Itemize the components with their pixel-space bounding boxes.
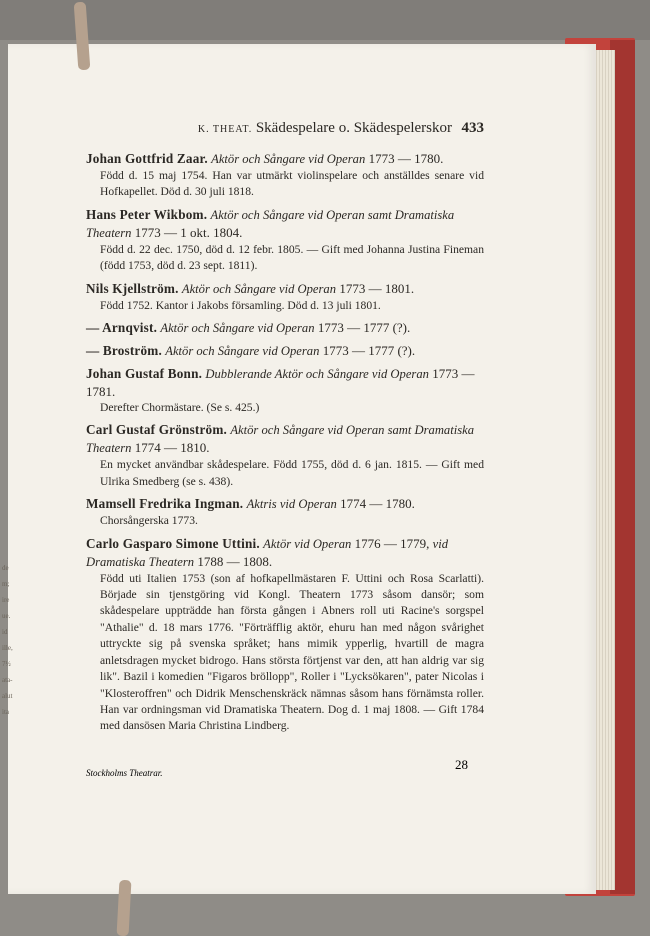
entry-heading [86,206,484,242]
entry-heading [86,421,484,457]
entry-years: 1776 — 1779, [354,535,430,551]
entry-name: — Broström. [86,343,162,359]
entry-role: Dubblerande Aktör och Sångare vid Operan [205,367,429,382]
entry-years: 1773 — 1781. [86,366,475,400]
entry-heading [86,365,484,400]
entry-years: 1773 — 1777 (?). [322,343,416,359]
margin-fragment: id [2,628,8,636]
entry-heading [86,150,484,168]
entry-name: Johan Gustaf Bonn. [86,366,203,382]
entry-body: Född uti Italien 1753 (son af hofkapellmästaren F. Uttini och Rosa Scarlatti). Började sin tjenstgöring vid Kongl. Theatern 1773 såsom dansör; som skådespelare uppträdde han första gången i Abners roll uti Racine's sorgspel "Athalie" d. 18 mars 1776. "Förträfflig aktör, ehuru han med någon svårighet uttryckte sig på svenska språket; hans mimik ypperlig, hvartill de magra anletsdragen mycket bidrogo. Hans största förtjenst var den, att han aldrig var sig lik". Bazil i komedien "Figaros bröllopp", Roller i "Lycksökaren", pater Nicolas i "Klosteroffren" och Didrik Menschenskräck nämnas såsom hans förnämsta roller. Han var ordningsman vid Dramatiska Theatern. Dog d. 1 maj 1808. — Gift 1784 med dansösen Maria Christina Lindberg. [100,571,484,733]
margin-fragment: m; [2,580,10,588]
running-head [86,120,484,137]
entry-role: Aktör och Sångare vid Operan [160,321,315,336]
entry-heading [86,342,484,360]
entry-body: Derefter Chormästare. (Se s. 425.) [100,401,260,415]
scan-background [0,0,650,40]
entry [86,150,484,201]
margin-fragment: ire [2,596,10,604]
entry-body: Född 1752. Kantor i Jakobs församling. Död d. 13 juli 1801. [100,298,381,312]
entry-heading [86,495,484,513]
running-head-title: Skädespelare o. Skädespelerskor [255,120,452,136]
entry-name: Carlo Gasparo Simone Uttini. [86,535,260,551]
entry-role-secondary: vid Dramatiska Theatern [86,536,449,569]
margin-fragment: ita [2,708,9,716]
entry-name: Carl Gustaf Grönström. [86,422,228,438]
entry-heading [86,280,484,298]
entry-years: 1773 — 1801. [339,280,415,296]
entry-name: Hans Peter Wikbom. [86,206,208,222]
entry-name: Mamsell Fredrika Ingman. [86,496,244,512]
margin-fragment: ille, [2,644,13,652]
entry-body: Född d. 22 dec. 1750, död d. 12 febr. 1805. — Gift med Johanna Justina Fineman (född 1753, död d. 23 sept. 1811). [100,242,484,273]
page-number: 433 [461,120,484,136]
entry-years: 1774 — 1780. [340,496,415,512]
page-content [86,120,484,740]
entry-name: Nils Kjellström. [86,280,179,296]
sheet-number: 28 [455,757,468,772]
entry-name: Johan Gottfrid Zaar. [86,151,208,166]
entry-years: 1774 — 1810. [134,440,210,456]
entry [86,421,484,490]
entry-role: Aktör vid Operan [263,536,352,551]
margin-fragment: 7½ [2,660,11,668]
margin-fragment: de [2,564,9,572]
margin-fragment: alut [2,692,13,700]
entry-heading [86,535,484,571]
entry [86,535,484,735]
page-footer [86,757,478,781]
entry-body: Chorsångerska 1773. [100,514,198,528]
entry-role: Aktör och Sångare vid Operan [211,152,366,166]
entry-years: 1773 — 1780. [368,151,444,166]
entry-role: Aktör och Sångare vid Operan samt Dramatiska Theatern [86,423,475,456]
entry-years: 1773 — 1 okt. 1804. [134,224,243,240]
running-head-prefix: K. THEAT. [197,124,253,135]
entry-role: Aktör och Sångare vid Operan [181,281,337,296]
entry [86,365,484,416]
entry [86,495,484,529]
entry [86,319,484,337]
margin-fragment: ue. [2,612,11,620]
signature-mark: Stockholms Theatrar. [86,768,163,778]
margin-fragment: ata- [2,676,13,684]
entry-body: Född d. 15 maj 1754. Han var utmärkt violinspelare och anställdes senare vid Hofkapellet. Död d. 30 juli 1818. [100,169,484,199]
entry-role: Aktör och Sångare vid Operan [165,344,320,359]
entry-role: Aktör och Sångare vid Operan samt Dramatiska Theatern [86,207,455,240]
entry-heading [86,319,484,337]
entry [86,206,484,275]
facing-page-fragments [2,560,16,800]
entry [86,342,484,360]
clamp-strap-bottom [117,880,132,936]
entry-body: En mycket användbar skådespelare. Född 1755, död d. 6 jan. 1815. — Gift med Ulrika Smedberg (se s. 438). [100,458,484,488]
entry-name: — Arnqvist. [86,320,158,336]
entry [86,280,484,314]
entry-years: 1773 — 1777 (?). [317,320,411,336]
entry-years-secondary: 1788 — 1808. [197,553,273,569]
entry-role: Aktris vid Operan [246,497,337,512]
